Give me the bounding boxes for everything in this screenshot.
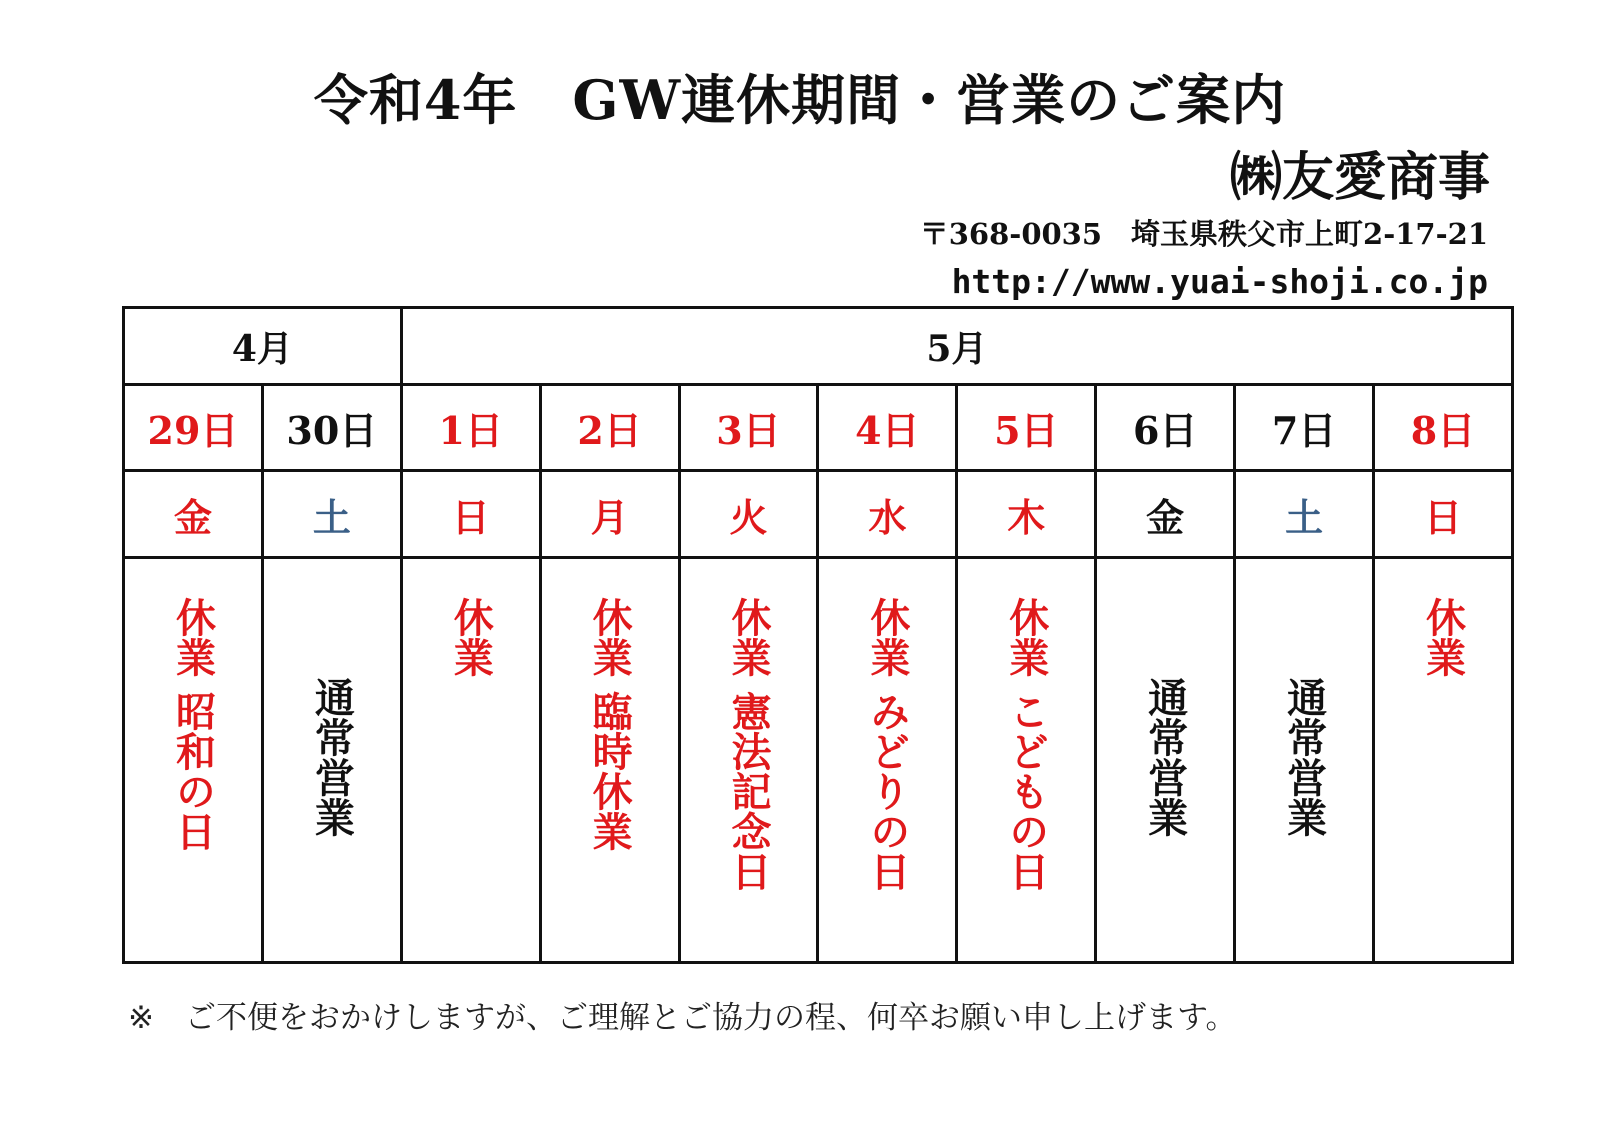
date-cell: 8日: [1374, 385, 1513, 471]
date-cell: 30日: [262, 385, 401, 471]
month-may: 5月: [401, 308, 1512, 385]
status-cell: [1096, 558, 1235, 963]
weekday-cell: 火: [679, 471, 818, 558]
closed-label: 休業: [725, 597, 772, 677]
date-cell: 4日: [818, 385, 957, 471]
date-cell: 3日: [679, 385, 818, 471]
normal-business-label: 通常営業: [1280, 677, 1328, 837]
holiday-name: 昭和の日: [169, 691, 217, 851]
holiday-name: 臨時休業: [586, 691, 634, 851]
date-cell: 2日: [540, 385, 679, 471]
closed-label: 休業: [586, 597, 634, 677]
page-title: 令和4年 GW連休期間・営業のご案内: [313, 68, 1287, 132]
holiday-schedule-table: [122, 306, 1514, 964]
month-row: [124, 308, 1513, 385]
weekday-cell: 金: [1096, 471, 1235, 558]
company-url: http://www.yuai-shoji.co.jp: [951, 262, 1488, 301]
date-row: [124, 385, 1513, 471]
weekday-cell: 土: [1235, 471, 1374, 558]
date-cell: 7日: [1235, 385, 1374, 471]
status-cell: [957, 558, 1096, 963]
closed-label: 休業: [863, 597, 911, 677]
weekday-cell: 水: [818, 471, 957, 558]
date-cell: 6日: [1096, 385, 1235, 471]
weekday-cell: 木: [957, 471, 1096, 558]
weekday-cell: 日: [401, 471, 540, 558]
date-cell: 5日: [957, 385, 1096, 471]
normal-business-label: 通常営業: [1141, 677, 1189, 837]
footer-note: ※ ご不便をおかけしますが、ご理解とご協力の程、何卒お願い申し上げます。: [128, 1000, 1237, 1036]
weekday-row: [124, 471, 1513, 558]
weekday-cell: 日: [1374, 471, 1513, 558]
weekday-cell: 金: [124, 471, 263, 558]
holiday-name: こどもの日: [1002, 691, 1050, 891]
holiday-name: みどりの日: [863, 691, 911, 891]
status-cell: [1374, 558, 1513, 963]
status-cell: [679, 558, 818, 963]
closed-label: 休業: [447, 597, 495, 677]
closed-label: 休業: [1419, 597, 1467, 677]
date-cell: 29日: [124, 385, 263, 471]
status-cell: [540, 558, 679, 963]
month-april: 4月: [124, 308, 402, 385]
weekday-cell: 土: [262, 471, 401, 558]
holiday-name: 憲法記念日: [725, 691, 772, 891]
date-cell: 1日: [401, 385, 540, 471]
status-cell: [124, 558, 263, 963]
status-cell: [1235, 558, 1374, 963]
company-address: 〒368-0035 埼玉県秩父市上町2-17-21: [919, 217, 1488, 251]
normal-business-label: 通常営業: [308, 677, 356, 837]
status-cell: [401, 558, 540, 963]
status-row: [124, 558, 1513, 963]
status-cell: [262, 558, 401, 963]
status-cell: [818, 558, 957, 963]
weekday-cell: 月: [540, 471, 679, 558]
company-name: ㈱友愛商事: [1229, 147, 1490, 208]
closed-label: 休業: [169, 597, 217, 677]
closed-label: 休業: [1002, 597, 1050, 677]
